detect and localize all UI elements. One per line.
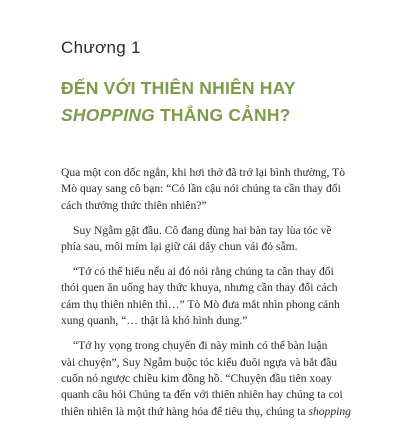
paragraph-line: vài chuyện”, Suy Ngẫm buộc tóc kiểu đuôi ngựa và bắt đầu [61,355,338,369]
paragraph-4 [61,338,361,420]
paragraph-line: cảm thụ thiên nhiên thì…” Tò Mò đưa mắt nhìn phong cảnh [61,297,340,311]
chapter-title-shopping: SHOPPING [61,105,155,125]
paragraph-line [61,404,361,420]
paragraph-line: “Tớ hy vọng trong chuyến đi này mình có thể bàn luận [73,339,328,353]
paragraph-3 [61,264,361,330]
chapter-title-line-1: ĐẾN VỚI THIÊN NHIÊN HAY [61,78,296,98]
body-text [61,165,361,429]
chapter-title-line-2 [61,102,381,129]
chapter-title [61,75,381,129]
chapter-label: Chương 1 [61,38,141,57]
paragraph-line: xung quanh, “… thật là khó hình dung.” [61,314,248,328]
paragraph-line: “Tớ có thể hiểu nếu ai đó nói rằng chúng ta cần thay đổi [73,265,334,279]
paragraph-1 [61,165,361,214]
paragraph-line: quanh câu hỏi Chúng ta đến với thiên nhiên hay chúng ta coi [61,388,343,402]
paragraph-line: cuốn nó ngược chiều kim đồng hồ. “Chuyện đầu tiên xoay [61,371,332,385]
paragraph-line: phía sau, môi mím lại giữ cái dây chun vải đỏ sẫm. [61,240,298,254]
paragraph-2 [61,223,361,256]
paragraph-line: Qua một con dốc ngắn, khi hơi thở đã trở lại bình thường, Tò [61,166,346,179]
chapter-title-line-2-rest: THẮNG CẢNH? [154,105,291,125]
paragraph-line: Suy Ngẫm gật đầu. Cô đang dùng hai bàn tay lùa tóc về [73,223,332,237]
paragraph-line: thói quen ăn uống hay thức khuya, nhưng cần thay đổi cách [61,281,338,295]
paragraph-line-start: thiên nhiên là một thứ hàng hóa để tiêu thụ, chúng ta [61,404,309,418]
paragraph-italic-shopping: shopping [308,404,351,418]
paragraph-line: Mò quay sang cô bạn: “Có lần cậu nói chúng ta cần thay đổi [61,182,341,196]
paragraph-line: cách thưởng thức thiên nhiên?” [61,198,207,212]
